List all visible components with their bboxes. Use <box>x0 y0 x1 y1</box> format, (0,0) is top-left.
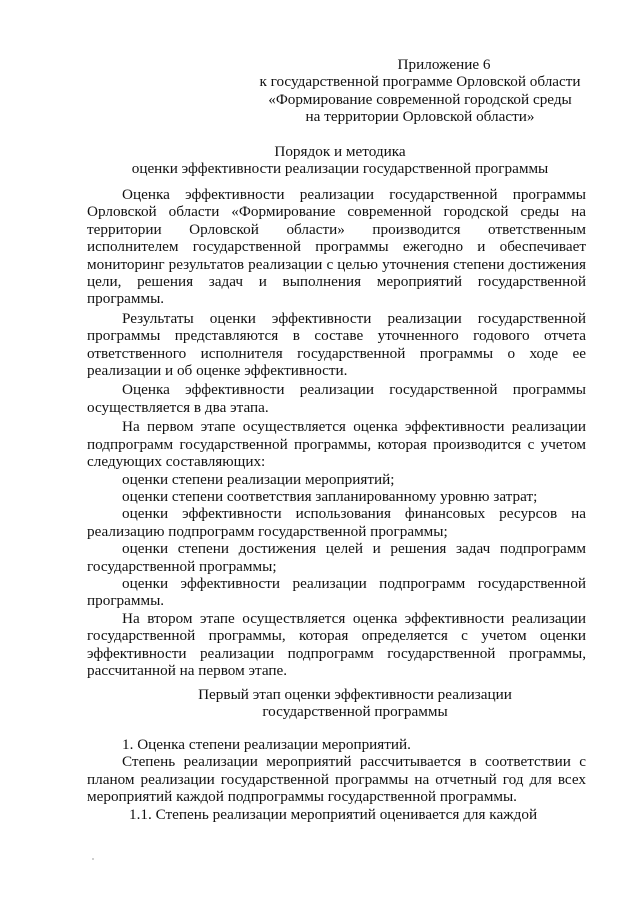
paragraph: На первом этапе осуществляется оценка эффективности реализации подпрограмм государственной программы, которая производится с учетом следующих составляющих: <box>87 418 586 471</box>
appendix-header <box>250 56 590 126</box>
list-item: оценки эффективности использования финансовых ресурсов на реализацию подпрограмм государственной программы; <box>87 505 586 540</box>
paragraph: Оценка эффективности реализации государственной программы осуществляется в два этапа. <box>87 381 586 416</box>
section-title <box>110 686 600 721</box>
list-item: оценки степени соответствия запланированному уровню затрат; <box>122 487 538 505</box>
section-title-line: Первый этап оценки эффективности реализации <box>198 686 512 703</box>
section-title-line: государственной программы <box>262 703 448 721</box>
paragraph: На втором этапе осуществляется оценка эффективности реализации государственной программы, которая определяется с учетом оценки эффективности реализации подпрограмм государственной программы, рассчитанной на первом этапе. <box>87 609 586 679</box>
list-item: оценки степени достижения целей и решения задач подпрограмм государственной программы; <box>87 540 586 575</box>
section-body-text <box>87 736 586 823</box>
paragraph: Оценка эффективности реализации государственной программы Орловской области «Формирование современной городской среды на территории Орловской области» производится ответственным исполнителем государственной программы ежегодно и обеспечивает мониторинг результатов реализации с целью уточнения степени достижения цели, решения задач и выполнения мероприятий государственной программы. <box>87 186 586 308</box>
method-title <box>90 143 590 178</box>
paragraph: Степень реализации мероприятий рассчитывается в соответствии с планом реализации государственной программы на отчетный год для всех мероприятий каждой подпрограммы государственной программы. <box>87 753 586 806</box>
appendix-line: к государственной программе Орловской области <box>259 73 581 91</box>
appendix-line: на территории Орловской области» <box>305 108 535 126</box>
scan-speck <box>92 858 94 860</box>
appendix-title: Приложение 6 <box>397 56 491 73</box>
paragraph: 1.1. Степень реализации мероприятий оценивается для каждой <box>129 805 538 823</box>
list-item: оценки степени реализации мероприятий; <box>122 470 395 488</box>
appendix-line: «Формирование современной городской среды <box>268 90 572 108</box>
section-heading: 1. Оценка степени реализации мероприятий. <box>122 736 411 753</box>
paragraph: Результаты оценки эффективности реализации государственной программы представляются в составе уточненного годового отчета ответственного исполнителя государственной программы о ходе ее реализации и об оценке эффективности. <box>87 309 586 380</box>
list-item: оценки эффективности реализации подпрограмм государственной программы. <box>87 574 586 610</box>
body-text <box>87 186 586 679</box>
method-title-line: Порядок и методика <box>274 143 406 160</box>
method-title-line: оценки эффективности реализации государственной программы <box>131 160 549 178</box>
